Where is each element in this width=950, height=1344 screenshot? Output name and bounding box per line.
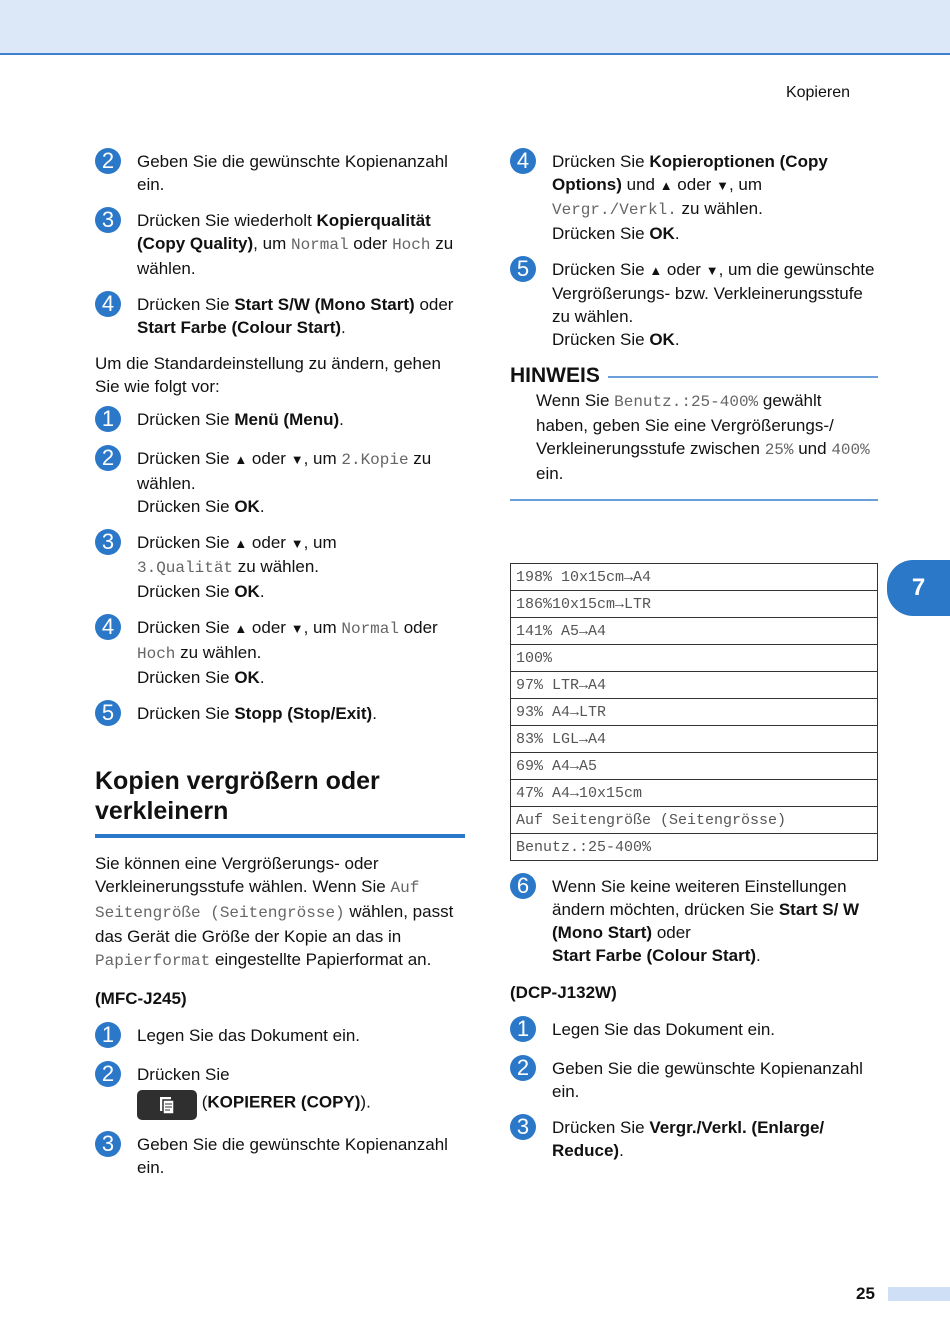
table-row: 83% LGL→A4 [511, 726, 878, 753]
substep-4: 4 Drücken Sie ▲ oder ▼, um Normal oder Hoch zu wählen. Drücken Sie OK. [95, 616, 465, 689]
page-number: 25 [856, 1284, 875, 1303]
copy-step-1: 1 Legen Sie das Dokument ein. [95, 1024, 465, 1050]
dcp-step-1: 1 Legen Sie das Dokument ein. [510, 1018, 878, 1044]
up-arrow-icon: ▲ [234, 536, 248, 551]
dcp-step-3: 3 Drücken Sie Vergr./Verkl. (Enlarge/ Reduce). [510, 1116, 878, 1162]
step-number: 4 [95, 614, 121, 640]
step-number: 1 [95, 406, 121, 432]
step-5: 5 Drücken Sie ▲ oder ▼, um die gewünschte Vergrößerungs- bzw. Verkleinerungsstufe zu wählen. Drücken Sie OK. [510, 258, 878, 351]
down-arrow-icon: ▼ [705, 263, 719, 278]
step-number: 3 [95, 207, 121, 233]
table-row: 97% LTR→A4 [511, 672, 878, 699]
model-heading: (DCP-J132W) [510, 983, 617, 1002]
table-row: 186%10x15cm→LTR [511, 591, 878, 618]
up-arrow-icon: ▲ [659, 178, 673, 193]
step-number: 2 [95, 445, 121, 471]
down-arrow-icon: ▼ [716, 178, 729, 193]
copy-button-icon [137, 1090, 197, 1120]
step-6: 6 Wenn Sie keine weiteren Einstellungen ändern möchten, drücken Sie Start S/ W (Mono Start) oder Start Farbe (Colour Start). [510, 875, 878, 967]
step-number: 2 [510, 1055, 536, 1081]
step-number: 3 [510, 1114, 536, 1140]
step-number: 5 [95, 700, 121, 726]
footer-bar [888, 1287, 950, 1301]
down-arrow-icon: ▼ [290, 452, 304, 467]
note-box [510, 364, 878, 501]
up-arrow-icon: ▲ [234, 452, 248, 467]
copy-step-3: 3 Geben Sie die gewünschte Kopienanzahl ein. [95, 1133, 465, 1179]
step-4: 4 Drücken Sie Kopieroptionen (Copy Options) und ▲ oder ▼, um Vergr./Verkl. zu wählen. Drücken Sie OK. [510, 150, 878, 245]
running-header: Kopieren [785, 84, 850, 101]
table-row: Benutz.:25-400% [511, 834, 878, 861]
dcp-step-2: 2 Geben Sie die gewünschte Kopienanzahl ein. [510, 1057, 878, 1103]
step-number: 3 [95, 529, 121, 555]
top-band [0, 0, 950, 55]
right-column [510, 150, 878, 1175]
up-arrow-icon: ▲ [234, 621, 248, 636]
note-rule [608, 376, 878, 378]
step-number: 1 [510, 1016, 536, 1042]
table-row: 100% [511, 645, 878, 672]
step-number: 4 [510, 148, 536, 174]
step-number: 2 [95, 1061, 121, 1087]
step-number: 2 [95, 148, 121, 174]
step-number: 6 [510, 873, 536, 899]
copy-step-2: 2 Drücken Sie (KOPIERER (COPY)). [95, 1063, 465, 1120]
scale-options-table [510, 563, 878, 861]
step-number: 3 [95, 1131, 121, 1157]
chapter-tab: 7 [887, 560, 950, 616]
step-2: 2 Geben Sie die gewünschte Kopienanzahl ein. [95, 150, 465, 196]
section-heading: Kopien vergrößern oder verkleinern [95, 766, 465, 838]
section-paragraph: Sie können eine Vergrößerungs- oder Verkleinerungsstufe wählen. Wenn Sie Auf Seitengröße (Seitengrösse) wählen, passt das Gerät die Größe der Kopie an das in Papierformat eingestellte Papierformat an. [95, 854, 454, 970]
step-number: 1 [95, 1022, 121, 1048]
substep-3: 3 Drücken Sie ▲ oder ▼, um 3.Qualität zu wählen. Drücken Sie OK. [95, 531, 465, 603]
down-arrow-icon: ▼ [290, 536, 304, 551]
substep-5: 5 Drücken Sie Stopp (Stop/Exit). [95, 702, 465, 728]
down-arrow-icon: ▼ [290, 621, 304, 636]
table-row: 47% A4→10x15cm [511, 780, 878, 807]
table-row: 69% A4→A5 [511, 753, 878, 780]
table-row: 198% 10x15cm→A4 [511, 564, 878, 591]
note-title: HINWEIS [510, 364, 600, 387]
table-row: 93% A4→LTR [511, 699, 878, 726]
step-3: 3 Drücken Sie wiederholt Kopierqualität (Copy Quality), um Normal oder Hoch zu wählen. [95, 209, 465, 280]
table-row: Auf Seitengröße (Seitengrösse) [511, 807, 878, 834]
step-4: 4 Drücken Sie Start S/W (Mono Start) oder Start Farbe (Colour Start). [95, 293, 465, 339]
model-heading: (MFC-J245) [95, 989, 187, 1008]
step-number: 4 [95, 291, 121, 317]
step-number: 5 [510, 256, 536, 282]
table-row: 141% A5→A4 [511, 618, 878, 645]
note-body: Wenn Sie Benutz.:25-400% gewählt haben, geben Sie eine Vergrößerungs-/ Verkleinerungsstufe zwischen 25% und 400% ein. [536, 391, 870, 483]
up-arrow-icon: ▲ [649, 263, 663, 278]
substep-1: 1 Drücken Sie Menü (Menu). [95, 408, 465, 434]
substep-2: 2 Drücken Sie ▲ oder ▼, um 2.Kopie zu wählen. Drücken Sie OK. [95, 447, 465, 518]
intro-text: Um die Standardeinstellung zu ändern, gehen Sie wie folgt vor: [95, 354, 441, 396]
left-column [95, 150, 465, 1192]
